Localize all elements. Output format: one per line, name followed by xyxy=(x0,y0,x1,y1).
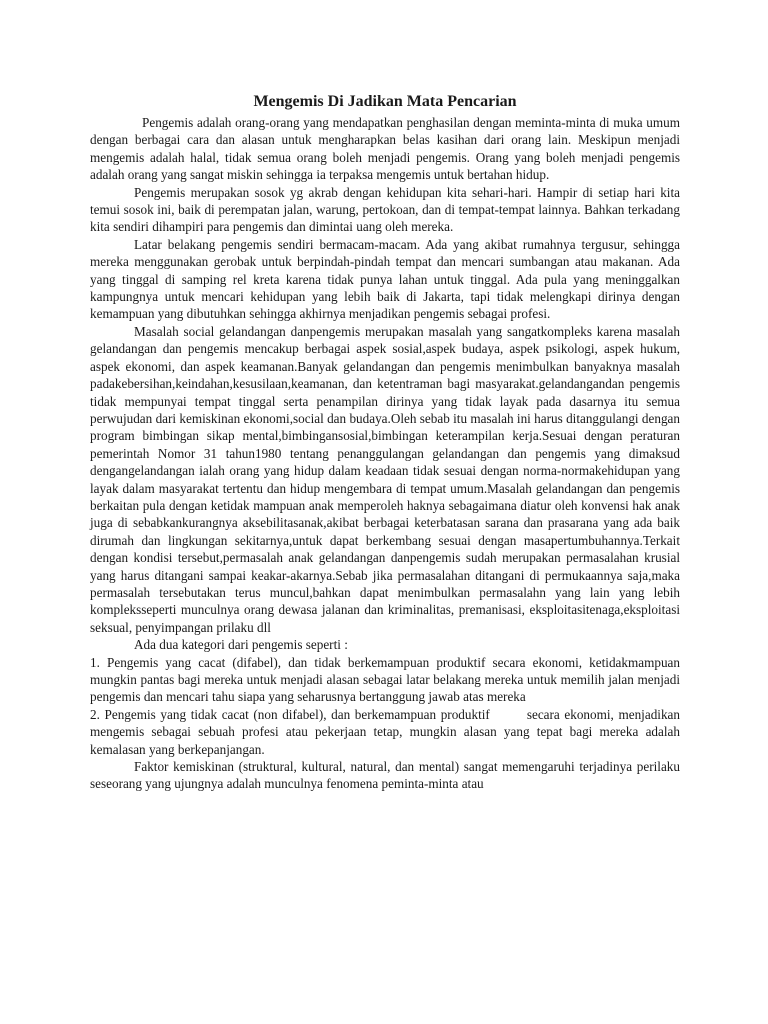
list-item-category-2: 2. Pengemis yang tidak cacat (non difabel), dan berkemampuan produktif secara ekonomi, menjadikan mengemis sebagai sebuah profesi atau pekerjaan tetap, mungkin alasan yang tepat bagi mereka adalah kemalasan yang berkepanjangan. xyxy=(90,706,684,757)
paragraph-background: Latar belakang pengemis sendiri bermacam-macam. Ada yang akibat rumahnya tergusur, sehingga mereka menggunakan gerobak untuk berpindah-pindah tempat dan mencari sumbangan atau makanan. Ada yang tinggal di samping rel kreta karena tidak punya lahan untuk tinggal. Ada pula yang meninggalkan kampungnya untuk mencari kehidupan yang lebih baik di Jakarta, tapi tidak melengkapi dirinya dengan kemampuan yang dibutuhkan sehingga akhirnya menjadikan pengemis sebagai profesi. xyxy=(90,236,680,322)
list-item-category-1: 1. Pengemis yang cacat (difabel), dan tidak berkemampuan produktif secara ekonomi, ketidakmampuan mungkin pantas bagi mereka untuk menjadi alasan sebagai latar belakang mereka untuk memilih jalan menjadi pengemis dan mencari tahu siapa yang seharusnya bertanggung jawab atas mereka xyxy=(90,654,680,705)
paragraph-categories-intro: Ada dua kategori dari pengemis seperti : xyxy=(134,637,348,653)
paragraph-poverty-factor: Faktor kemiskinan (struktural, kultural, natural, dan mental) sangat memengaruhi terjadinya perilaku seseorang yang ujungnya adalah munculnya fenomena peminta-minta atau xyxy=(90,759,680,792)
document-title: Mengemis Di Jadikan Mata Pencarian xyxy=(253,93,517,110)
paragraph-social-problem: Masalah social gelandangan danpengemis merupakan masalah yang sangatkompleks karena masalah gelandangan dan pengemis mencakup berbagai aspek sosial,aspek budaya, aspek psikologi, aspek hukum, aspek ekonomi, dan aspek keamanan.Banyak gelandangan dan pengemis menimbulkan banyaknya masalah padakebersihan,keindahan,kesusilaan,keamanan, dan ketentraman bagi masyarakat.gelandangandan pengemis tidak mempunyai tempat tinggal serta penampilan dirinya yang tidak layak pada dasarnya itu semua perwujudan dari kemiskinan ekonomi,social dan budaya.Oleh sebab itu masalah ini harus ditanggulangi dengan program bimbingan sikap mental,bimbingansosial,bimbingan keterampilan kerja.Sesuai dengan peraturan pemerintah Nomor 31 tahun1980 tentang penanggulangan gelandangan dan pengemis yang dimaksud dengangelandangan ialah orang yang hidup dalam keadaan tidak sesuai dengan norma-normakehidupan yang layak dalam masyarakat tertentu dan hidup mengembara di tempat umum.Masalah gelandangan dan pengemis berkaitan pula dengan ketidak mampuan anak memperoleh haknya sebagaimana diatur oleh konvensi hak anak juga di sebabkankurangnya aksebilitasanak,akibat berbagai keterbatasan sarana dan prasarana yang ada baik dirumah dan lingkungan sekitarnya,untuk dapat berkembang sesuai dengan masapertumbuhannya.Terkait dengan kondisi tersebut,permasalah anak gelandangan danpengemis sudah merupakan permasalahan krusial yang harus ditangani sampai keakar-akarnya.Sebab jika permasalahan ditangani di permukaannya saja,maka permasalah tersebutakan terus muncul,bahkan dapat menimbulkan permasalahn yang lain yang lebih kompleksseperti munculnya orang dewasa jalanan dan kriminalitas, premanisasi, eksploitasitenaga,eksploitasi seksual, penyimpangan prilaku dll xyxy=(90,323,680,635)
paragraph-definition: Pengemis adalah orang-orang yang mendapatkan penghasilan dengan meminta-minta di muka umum dengan berbagai cara dan alasan untuk mengharapkan belas kasihan dari orang lain. Meskipun menjadi mengemis adalah halal, tidak semua orang boleh menjadi pengemis. Orang yang boleh menjadi pengemis adalah orang yang sangat miskin sehingga ia terpaksa mengemis untuk bertahan hidup. xyxy=(90,115,680,183)
paragraph-daily-life: Pengemis merupakan sosok yg akrab dengan kehidupan kita sehari-hari. Hampir di setiap hari kita temui sosok ini, baik di perempatan jalan, warung, pertokoan, dan di tempat-tempat lainnya. Bahkan terkadang kita sendiri dihampiri para pengemis dan dimintai uang oleh mereka. xyxy=(90,184,680,235)
